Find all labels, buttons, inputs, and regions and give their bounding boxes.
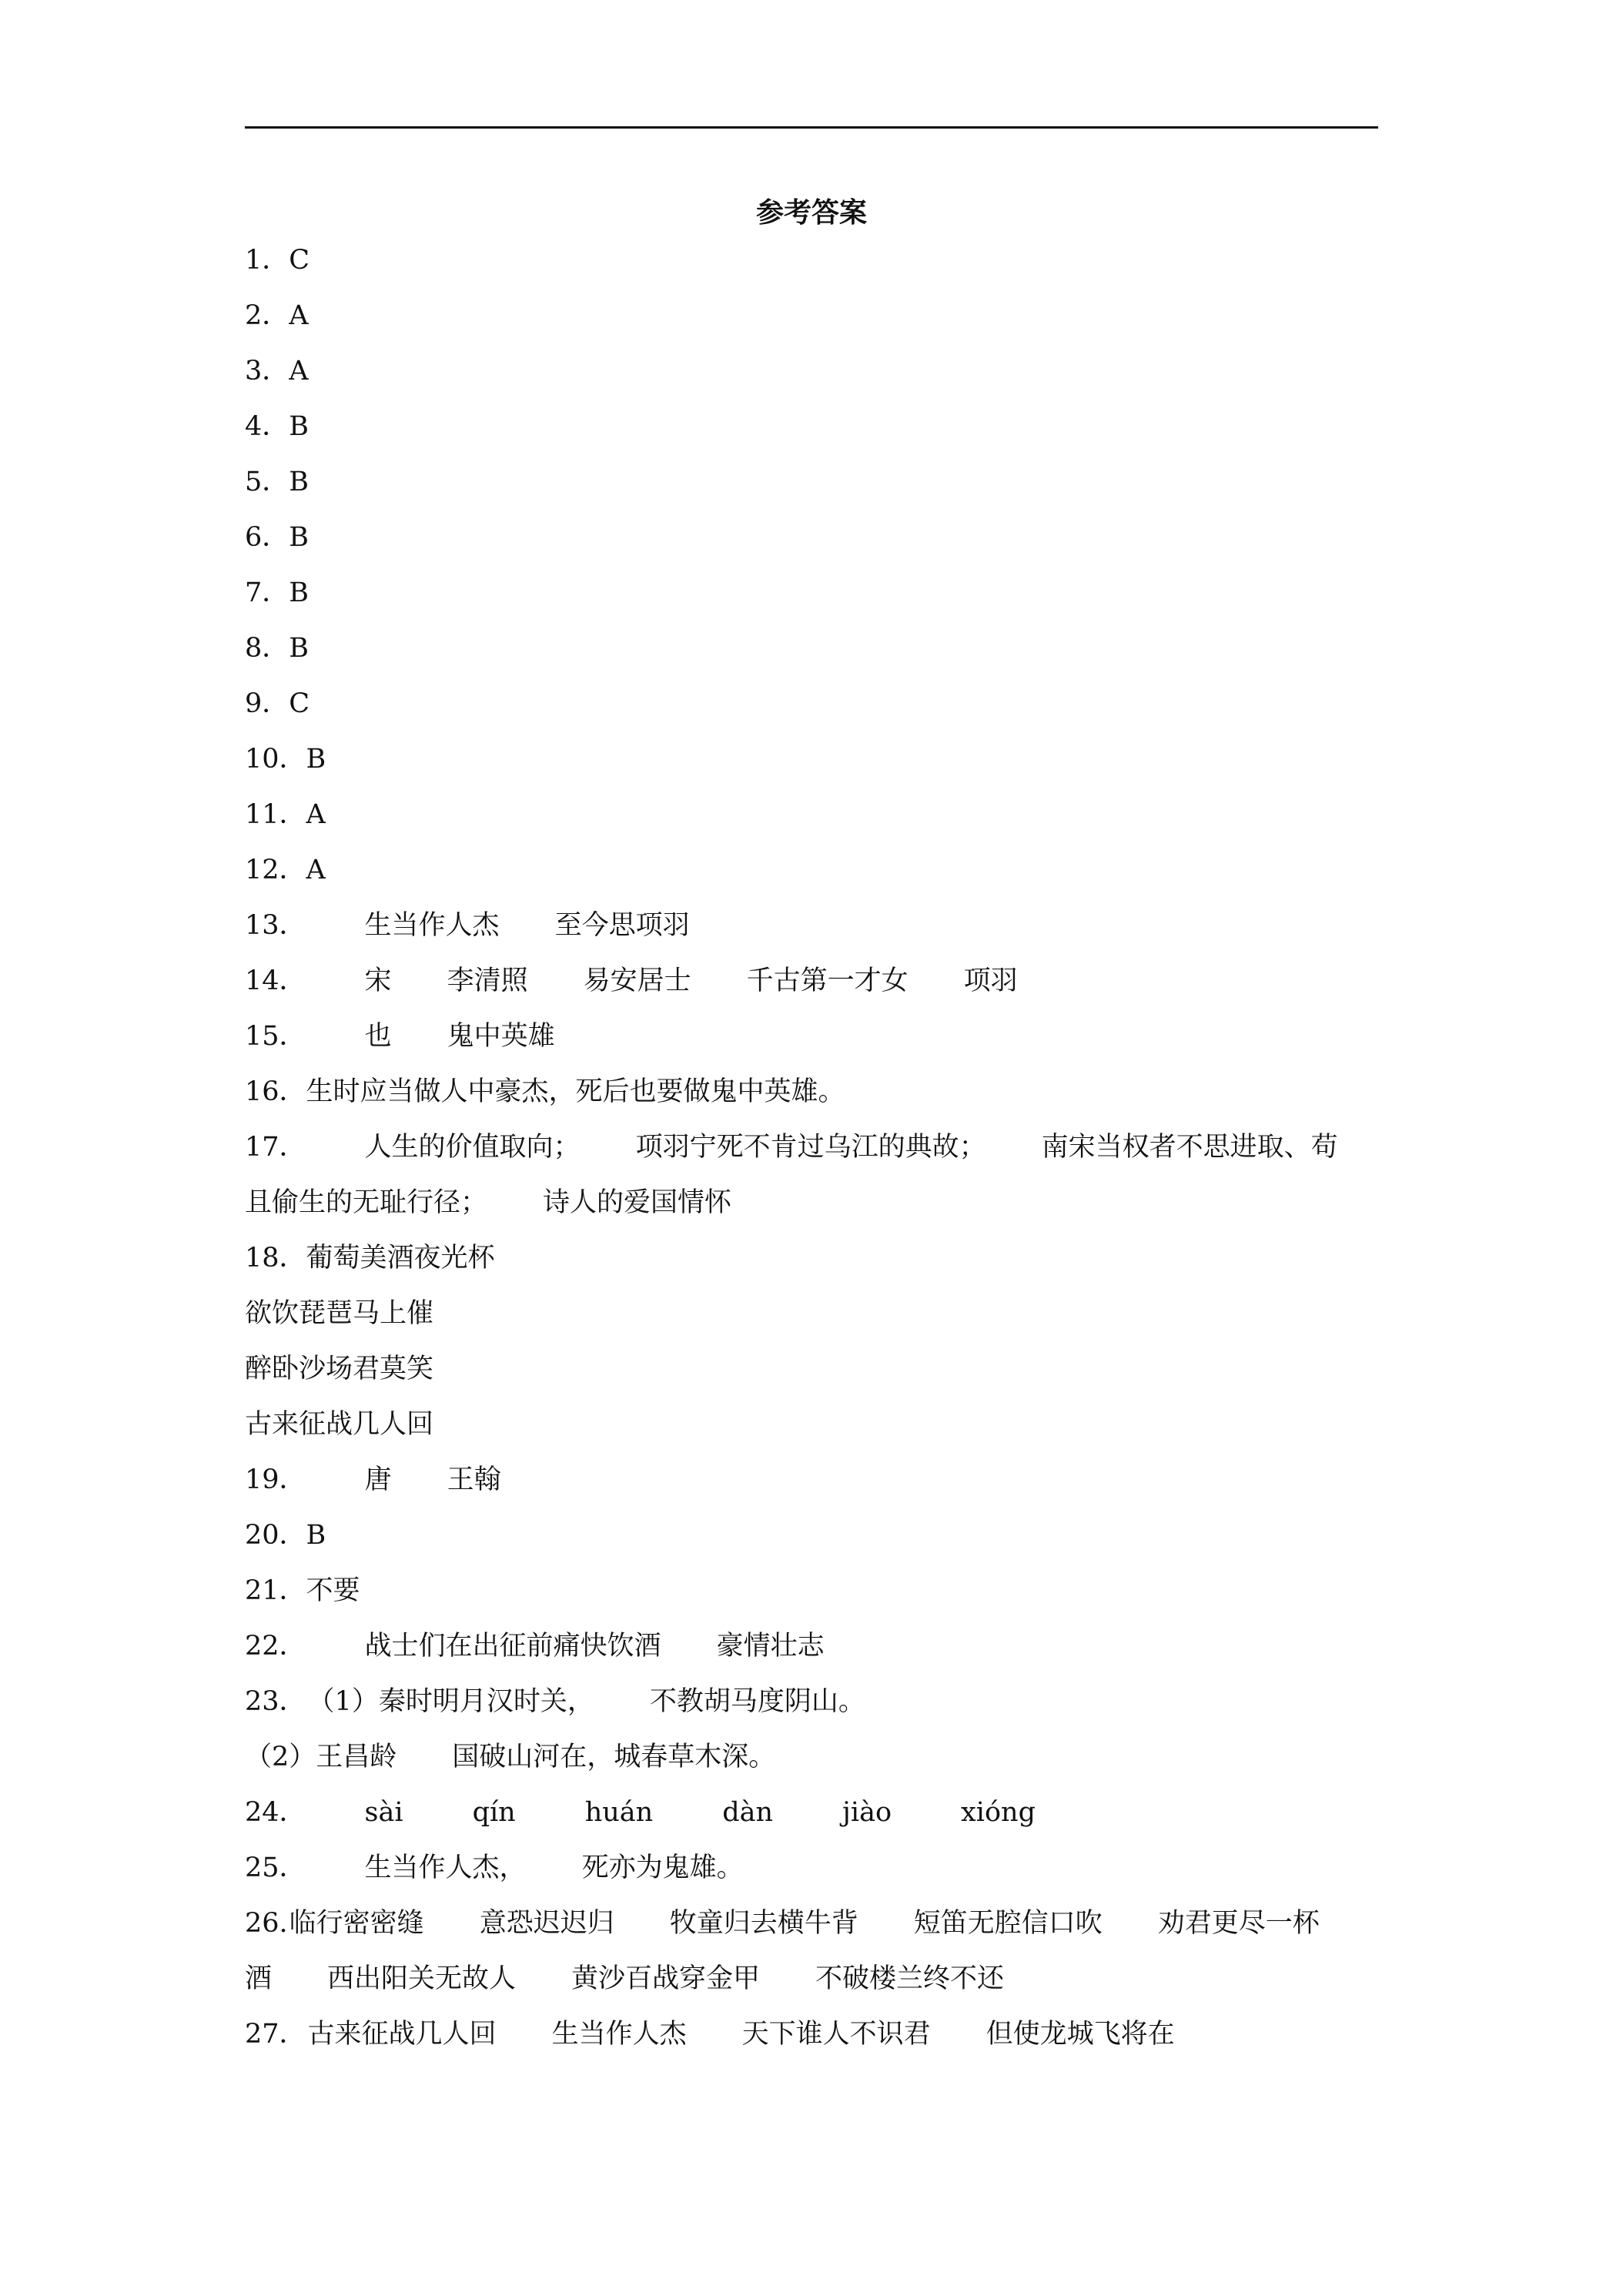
answer-text: A bbox=[289, 356, 309, 387]
answer-text: 李清照 bbox=[447, 966, 528, 996]
answer-number: 26. bbox=[245, 1908, 288, 1939]
answer-text: jiào bbox=[842, 1797, 892, 1828]
answer-text: sài bbox=[364, 1797, 403, 1828]
answer-line bbox=[245, 399, 1384, 454]
answer-line bbox=[245, 676, 1384, 731]
answer-number: 11． bbox=[245, 799, 306, 830]
answer-line bbox=[245, 1729, 1384, 1785]
answer-text: 临行密密缝 bbox=[289, 1908, 424, 1939]
answer-number: 8． bbox=[245, 633, 289, 664]
answer-line bbox=[245, 454, 1384, 510]
answer-list bbox=[245, 233, 1384, 2062]
answer-text: dàn bbox=[722, 1797, 774, 1828]
answer-text: C bbox=[289, 688, 310, 719]
answer-text: 劝君更尽一杯 bbox=[1157, 1908, 1320, 1939]
answer-number: 23． bbox=[245, 1686, 306, 1717]
answer-text: 豪情壮志 bbox=[716, 1631, 825, 1662]
answer-number: 5． bbox=[245, 467, 289, 497]
answer-number: 20． bbox=[245, 1520, 306, 1551]
answer-text: B bbox=[289, 522, 310, 553]
answer-text: 意恐迟迟归 bbox=[479, 1908, 614, 1939]
answer-text: （2）王昌龄 bbox=[245, 1742, 397, 1772]
answer-number: 10． bbox=[245, 744, 306, 775]
answer-text: 生当作人杰， bbox=[364, 1853, 527, 1883]
answer-text: 战士们在出征前痛快饮酒 bbox=[364, 1631, 661, 1662]
answer-text: 不破楼兰终不还 bbox=[815, 1963, 1005, 1994]
answer-line bbox=[245, 1230, 1384, 1286]
answer-text: B bbox=[306, 744, 326, 775]
answer-text: 也 bbox=[364, 1021, 392, 1052]
answer-text: 诗人的爱国情怀 bbox=[543, 1187, 732, 1218]
answer-number: 27． bbox=[245, 2019, 306, 2050]
answer-text: A bbox=[306, 799, 326, 830]
answer-text: 生当作人杰 bbox=[364, 910, 500, 941]
answer-text: 易安居士 bbox=[583, 966, 691, 996]
answer-number: 7． bbox=[245, 577, 289, 608]
answer-text: 生当作人杰 bbox=[551, 2019, 687, 2050]
answer-text: 黄沙百战穿金甲 bbox=[571, 1963, 761, 1994]
answer-number: 13． bbox=[245, 910, 306, 941]
answer-number: 6． bbox=[245, 522, 289, 553]
answer-text: 古来征战几人回 bbox=[307, 2019, 497, 2050]
answer-text: A bbox=[289, 300, 309, 331]
answer-text: 但使龙城飞将在 bbox=[986, 2019, 1175, 2050]
answer-text: （1）秦时明月汉时关， bbox=[307, 1686, 594, 1717]
answer-text: 项羽 bbox=[963, 966, 1018, 996]
answer-text: B bbox=[289, 633, 310, 664]
answer-line bbox=[245, 2006, 1384, 2062]
answer-text: 生时应当做人中豪杰，死后也要做鬼中英雄。 bbox=[306, 1076, 845, 1107]
answer-line bbox=[245, 1009, 1384, 1064]
answer-text: 不教胡马度阴山。 bbox=[649, 1686, 865, 1717]
answer-line bbox=[245, 1896, 1384, 1951]
answer-number: 3． bbox=[245, 356, 289, 387]
answer-line bbox=[245, 1175, 1384, 1230]
answer-text: 人生的价值取向； bbox=[364, 1132, 581, 1163]
answer-text: 欲饮琵琶马上催 bbox=[245, 1298, 434, 1329]
answer-number: 14． bbox=[245, 966, 306, 996]
answer-text: 至今思项羽 bbox=[554, 910, 690, 941]
answer-text: B bbox=[306, 1520, 326, 1551]
answer-line bbox=[245, 1840, 1384, 1896]
answer-line bbox=[245, 1286, 1384, 1341]
answer-line bbox=[245, 1951, 1384, 2006]
answer-number: 25． bbox=[245, 1853, 306, 1883]
answer-text: C bbox=[289, 245, 310, 276]
answer-number: 21． bbox=[245, 1575, 306, 1606]
answer-text: xióng bbox=[961, 1797, 1036, 1828]
answer-line bbox=[245, 1674, 1384, 1729]
answer-text: 宋 bbox=[364, 966, 392, 996]
answer-text: 且偷生的无耻行径； bbox=[245, 1187, 488, 1218]
answer-text: 天下谁人不识君 bbox=[741, 2019, 931, 2050]
answer-line bbox=[245, 898, 1384, 953]
answer-line bbox=[245, 288, 1384, 343]
answer-line bbox=[245, 1064, 1384, 1120]
answer-text: 牧童归去横牛背 bbox=[669, 1908, 858, 1939]
answer-line bbox=[245, 1563, 1384, 1618]
answer-number: 12． bbox=[245, 855, 306, 885]
answer-number: 19． bbox=[245, 1464, 306, 1495]
answer-line bbox=[245, 233, 1384, 288]
answer-text: 南宋当权者不思进取、苟 bbox=[1041, 1132, 1338, 1163]
answer-line bbox=[245, 565, 1384, 621]
answer-line bbox=[245, 621, 1384, 676]
answer-line bbox=[245, 731, 1384, 787]
answer-text: huán bbox=[584, 1797, 654, 1828]
answer-text: qín bbox=[472, 1797, 516, 1828]
answer-line bbox=[245, 787, 1384, 842]
answer-text: 酒 bbox=[245, 1963, 273, 1994]
answer-line bbox=[245, 842, 1384, 898]
answer-text: B bbox=[289, 467, 310, 497]
answer-line bbox=[245, 343, 1384, 399]
answer-line bbox=[245, 1508, 1384, 1563]
answer-text: 死亦为鬼雄。 bbox=[581, 1853, 744, 1883]
answer-line bbox=[245, 1785, 1384, 1840]
answer-number: 1． bbox=[245, 245, 289, 276]
answer-number: 24． bbox=[245, 1797, 306, 1828]
answer-line bbox=[245, 1120, 1384, 1175]
answer-number: 9． bbox=[245, 688, 289, 719]
answer-text: 鬼中英雄 bbox=[447, 1021, 555, 1052]
answer-line bbox=[245, 1618, 1384, 1674]
answer-text: 项羽宁死不肯过乌江的典故； bbox=[635, 1132, 986, 1163]
header-rule bbox=[245, 126, 1378, 129]
answer-text: 葡萄美酒夜光杯 bbox=[306, 1243, 495, 1274]
answer-text: 唐 bbox=[364, 1464, 392, 1495]
answer-number: 16． bbox=[245, 1076, 306, 1107]
answer-text: 西出阳关无故人 bbox=[327, 1963, 517, 1994]
answer-text: 醉卧沙场君莫笑 bbox=[245, 1354, 434, 1384]
answer-number: 4． bbox=[245, 411, 289, 442]
answer-number: 18． bbox=[245, 1243, 306, 1274]
answer-text: B bbox=[289, 411, 310, 442]
answer-text: 王翰 bbox=[447, 1464, 501, 1495]
answer-text: B bbox=[289, 577, 310, 608]
answer-number: 2． bbox=[245, 300, 289, 331]
answer-line bbox=[245, 1341, 1384, 1397]
answer-text: 国破山河在，城春草木深。 bbox=[452, 1742, 776, 1772]
answer-number: 17． bbox=[245, 1132, 306, 1163]
answer-line bbox=[245, 1452, 1384, 1508]
answer-text: 不要 bbox=[306, 1575, 360, 1606]
answer-number: 15． bbox=[245, 1021, 306, 1052]
answer-line bbox=[245, 510, 1384, 565]
answer-line bbox=[245, 1397, 1384, 1452]
answer-text: 短笛无腔信口吹 bbox=[913, 1908, 1103, 1939]
answer-number: 22． bbox=[245, 1631, 306, 1662]
answer-text: 千古第一才女 bbox=[746, 966, 909, 996]
answer-line bbox=[245, 953, 1384, 1009]
answer-key-title: 参考答案 bbox=[755, 196, 867, 229]
answer-text: A bbox=[306, 855, 326, 885]
answer-text: 古来征战几人回 bbox=[245, 1409, 434, 1440]
